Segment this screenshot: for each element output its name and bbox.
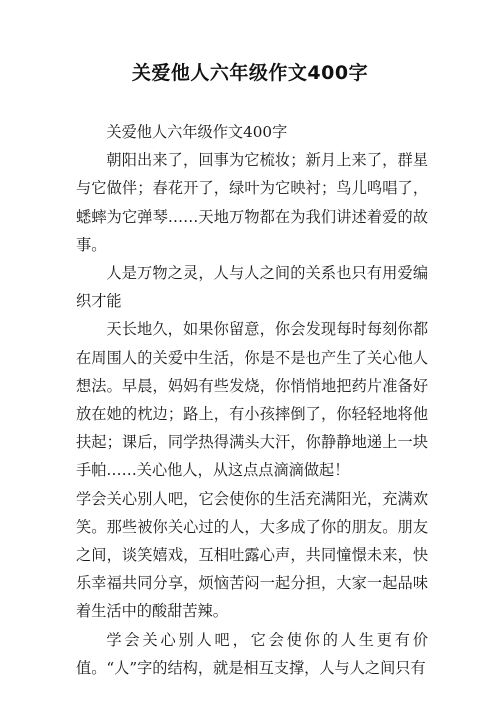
paragraph-3: 天长地久，如果你留意，你会发现每时每刻你都在周围人的关爱中生活，你是不是也产生了关心他人想法。早晨，妈妈有些发烧，你悄悄地把药片准备好放在她的枕边；路上，有小孩摔倒了，你轻轻地将他扶起；课后，同学热得满头大汗，你静静地递上一块手帕……关心他人，从这点点滴滴做起！ [76,320,428,480]
document-body [76,118,428,682]
paragraph-1: 朝阳出来了，回事为它梳妆；新月上来了，群星与它做伴；春花开了，绿叶为它映衬；鸟儿鸣唱了，蟋蟀为它弹琴……天地万物都在为我们讲述着爱的故事。 [76,151,428,254]
paragraph-2: 人是万物之灵，人与人之间的关系也只有用爱编织才能 [76,264,428,311]
paragraph-5: 学会关心别人吧，它会使你的人生更有价值。“人”字的结构，就是相互支撑，人与人之间只有 [76,630,428,677]
document-title: 关爱他人六年级作文400字 [131,62,369,84]
paragraph-subtitle: 关爱他人六年级作文400字 [106,123,288,141]
paragraph-4: 学会关心别人吧，它会使你的生活充满阳光，充满欢笑。那些被你关心过的人，大多成了你的朋友。朋友之间，谈笑嬉戏，互相吐露心声，共同憧憬未来，快乐幸福共同分享，烦恼苦闷一起分担，大家一起品味着生活中的酸甜苦辣。 [76,489,428,621]
